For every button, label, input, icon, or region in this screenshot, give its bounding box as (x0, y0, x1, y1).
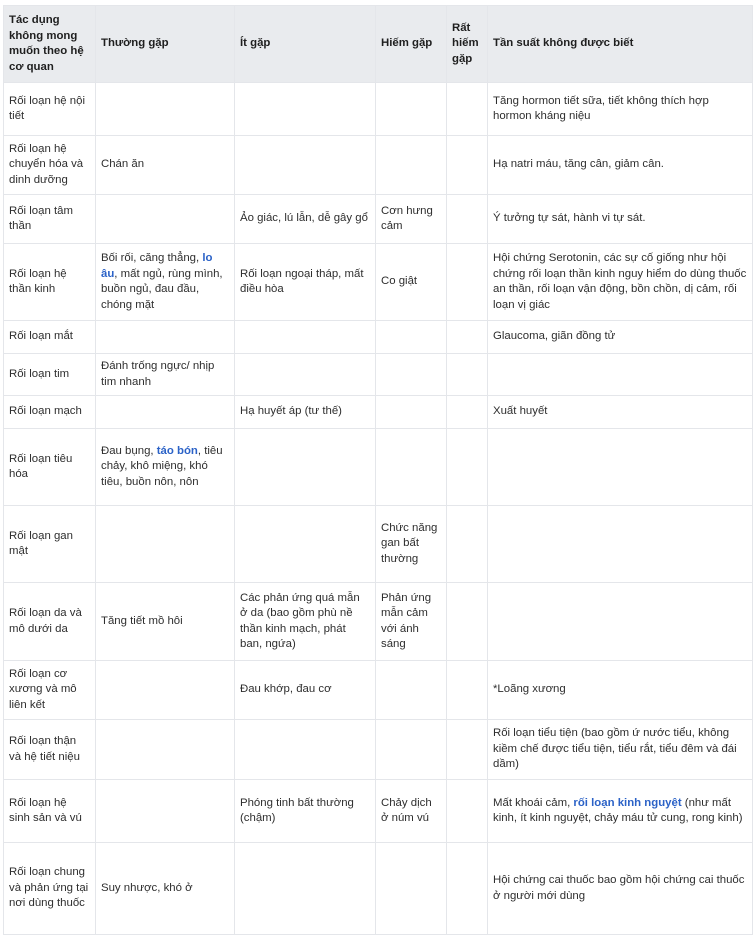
rare-cell (376, 720, 447, 780)
rare-cell: Chức năng gan bất thường (376, 506, 447, 583)
header-common: Thường gặp (96, 6, 235, 83)
unknown-cell: Xuất huyết (488, 396, 753, 429)
rare-cell (376, 429, 447, 506)
common-cell (96, 661, 235, 720)
table-row (4, 396, 753, 429)
rare-cell: Phản ứng mẫn cảm với ánh sáng (376, 583, 447, 661)
common-cell: Đánh trống ngực/ nhịp tim nhanh (96, 354, 235, 396)
very-rare-cell (447, 396, 488, 429)
very-rare-cell (447, 244, 488, 321)
unknown-text: Mất khoái cảm, (493, 796, 574, 809)
organ-cell: Rối loạn hệ thần kinh (4, 244, 96, 321)
unknown-cell: Hội chứng Serotonin, các sự cố giống như hội chứng rối loạn thần kinh nguy hiểm do dùng thuốc an thần, rối loạn vận động, bồn chồn, dị cảm, rối loạn vị giác (488, 244, 753, 321)
rare-cell: Chảy dịch ở núm vú (376, 780, 447, 843)
table-row (4, 195, 753, 244)
very-rare-cell (447, 195, 488, 244)
uncommon-cell (235, 506, 376, 583)
organ-cell: Rối loạn mắt (4, 321, 96, 354)
rare-cell (376, 354, 447, 396)
organ-cell: Rối loạn tim (4, 354, 96, 396)
header-very-rare: Rất hiếm gặp (447, 6, 488, 83)
table-row (4, 321, 753, 354)
common-cell: Suy nhược, khó ở (96, 843, 235, 935)
organ-cell: Rối loạn hệ chuyển hóa và dinh dưỡng (4, 136, 96, 195)
header-unknown: Tần suất không được biết (488, 6, 753, 83)
unknown-cell: Ý tưởng tự sát, hành vi tự sát. (488, 195, 753, 244)
common-cell (96, 429, 235, 506)
uncommon-cell (235, 429, 376, 506)
rare-cell: Co giật (376, 244, 447, 321)
very-rare-cell (447, 780, 488, 843)
very-rare-cell (447, 136, 488, 195)
common-cell (96, 195, 235, 244)
common-cell: Chán ăn (96, 136, 235, 195)
very-rare-cell (447, 506, 488, 583)
common-cell (96, 321, 235, 354)
rare-cell (376, 396, 447, 429)
organ-cell: Rối loạn gan mật (4, 506, 96, 583)
organ-cell: Rối loạn tâm thần (4, 195, 96, 244)
uncommon-cell: Phóng tinh bất thường (chậm) (235, 780, 376, 843)
common-text: , tiêu chảy, khô miệng, khó tiêu, buồn nôn, nôn (101, 444, 223, 488)
unknown-cell (488, 429, 753, 506)
very-rare-cell (447, 83, 488, 136)
uncommon-cell: Rối loạn ngoại tháp, mất điều hòa (235, 244, 376, 321)
common-text: Bối rối, căng thẳng, (101, 252, 203, 264)
anxiety-link[interactable]: lo âu (101, 252, 213, 280)
very-rare-cell (447, 583, 488, 661)
table-row (4, 136, 753, 195)
uncommon-cell (235, 321, 376, 354)
organ-cell: Rối loạn chung và phản ứng tại nơi dùng thuốc (4, 843, 96, 935)
unknown-cell: Rối loạn tiểu tiện (bao gồm ứ nước tiểu, không kiềm chế được tiểu tiện, tiểu rắt, tiểu đêm và đái dầm) (488, 720, 753, 780)
rare-cell (376, 661, 447, 720)
unknown-cell (488, 354, 753, 396)
menstrual-disorder-link[interactable]: rối loạn kinh nguyệt (573, 796, 682, 809)
common-cell (96, 396, 235, 429)
uncommon-cell: Hạ huyết áp (tư thế) (235, 396, 376, 429)
rare-cell: Cơn hưng cảm (376, 195, 447, 244)
unknown-cell: Hạ natri máu, tăng cân, giảm cân. (488, 136, 753, 195)
unknown-cell: Hội chứng cai thuốc bao gồm hội chứng cai thuốc ở người mới dùng (488, 843, 753, 935)
header-uncommon: Ít gặp (235, 6, 376, 83)
rare-cell (376, 83, 447, 136)
table-row (4, 720, 753, 780)
table-row (4, 661, 753, 720)
table-row (4, 354, 753, 396)
very-rare-cell (447, 429, 488, 506)
common-cell (96, 506, 235, 583)
table-row (4, 244, 753, 321)
organ-cell: Rối loạn thận và hệ tiết niệu (4, 720, 96, 780)
very-rare-cell (447, 661, 488, 720)
rare-cell (376, 843, 447, 935)
common-text: Đau bụng, (101, 444, 157, 457)
unknown-cell (488, 583, 753, 661)
very-rare-cell (447, 720, 488, 780)
rare-cell (376, 321, 447, 354)
common-cell (96, 780, 235, 843)
side-effects-table (3, 5, 753, 935)
unknown-cell (488, 780, 753, 843)
uncommon-cell: Đau khớp, đau cơ (235, 661, 376, 720)
organ-cell: Rối loạn mạch (4, 396, 96, 429)
table-row (4, 506, 753, 583)
uncommon-cell (235, 136, 376, 195)
common-cell (96, 83, 235, 136)
table-row (4, 843, 753, 935)
table-row (4, 780, 753, 843)
common-cell (96, 720, 235, 780)
header-rare: Hiếm gặp (376, 6, 447, 83)
rare-cell (376, 136, 447, 195)
unknown-cell: *Loãng xương (488, 661, 753, 720)
table-row (4, 583, 753, 661)
organ-cell: Rối loạn tiêu hóa (4, 429, 96, 506)
unknown-text: (như mất kinh, ít kinh nguyệt, chảy máu tử cung, rong kinh) (493, 796, 743, 824)
very-rare-cell (447, 354, 488, 396)
uncommon-cell (235, 354, 376, 396)
uncommon-cell: Ảo giác, lú lẫn, dễ gây gổ (235, 195, 376, 244)
common-cell (96, 244, 235, 321)
organ-cell: Rối loạn hệ sinh sản và vú (4, 780, 96, 843)
uncommon-cell (235, 843, 376, 935)
constipation-link[interactable]: táo bón (156, 444, 198, 457)
organ-cell: Rối loạn da và mô dưới da (4, 583, 96, 661)
very-rare-cell (447, 321, 488, 354)
uncommon-cell (235, 720, 376, 780)
organ-cell: Rối loạn cơ xương và mô liên kết (4, 661, 96, 720)
uncommon-cell: Các phản ứng quá mẫn ở da (bao gồm phù nề thần kinh mạch, phát ban, ngứa) (235, 583, 376, 661)
table-row (4, 429, 753, 506)
table-row (4, 83, 753, 136)
unknown-cell (488, 506, 753, 583)
common-text: , mất ngủ, rùng mình, buồn ngủ, đau đầu, chóng mặt (101, 267, 223, 311)
header-row (4, 6, 753, 83)
unknown-cell: Glaucoma, giãn đồng tử (488, 321, 753, 354)
very-rare-cell (447, 843, 488, 935)
header-organ: Tác dụng không mong muốn theo hệ cơ quan (4, 6, 96, 83)
unknown-cell: Tăng hormon tiết sữa, tiết không thích hợp hormon kháng niệu (488, 83, 753, 136)
common-cell: Tăng tiết mồ hôi (96, 583, 235, 661)
organ-cell: Rối loạn hệ nội tiết (4, 83, 96, 136)
side-effects-table-wrapper (3, 5, 753, 935)
uncommon-cell (235, 83, 376, 136)
